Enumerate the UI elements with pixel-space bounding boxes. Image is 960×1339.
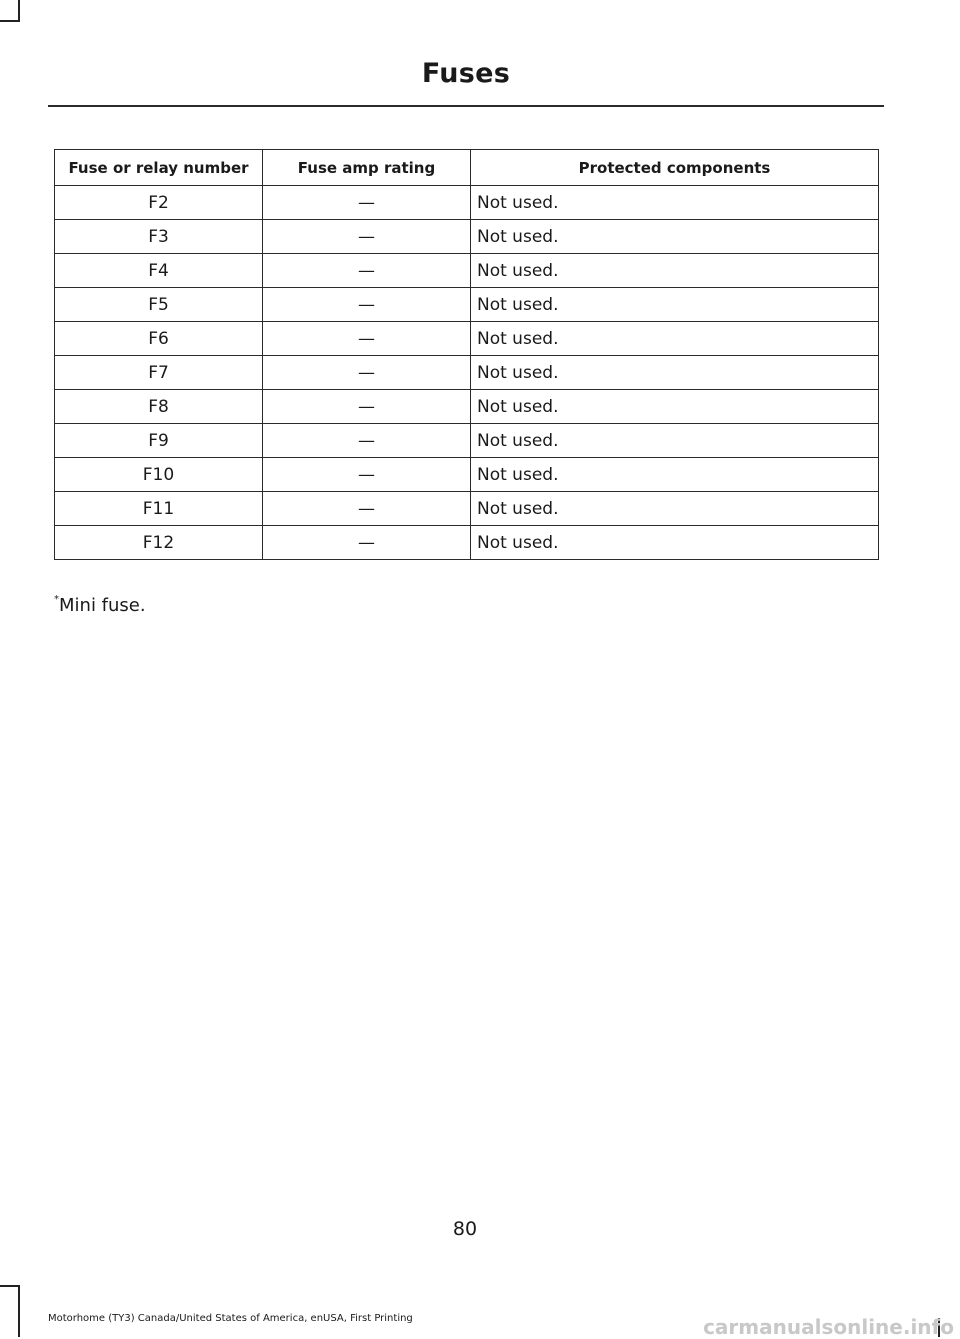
header-fuse-number: Fuse or relay number: [55, 150, 263, 186]
crop-mark-top-left-h: [0, 20, 20, 22]
crop-mark-bottom-left-h: [0, 1285, 20, 1287]
cell-protected-component: Not used.: [471, 186, 879, 220]
cell-amp-rating: —: [263, 322, 471, 356]
cell-amp-rating: —: [263, 254, 471, 288]
cell-amp-rating: —: [263, 356, 471, 390]
cell-protected-component: Not used.: [471, 492, 879, 526]
cell-amp-rating: —: [263, 288, 471, 322]
table-row: [55, 186, 879, 220]
title-divider: [48, 105, 884, 107]
cell-fuse-number: F10: [55, 458, 263, 492]
cell-amp-rating: —: [263, 458, 471, 492]
cell-protected-component: Not used.: [471, 356, 879, 390]
footnote-text: Mini fuse.: [59, 595, 146, 616]
cell-protected-component: Not used.: [471, 526, 879, 560]
cell-protected-component: Not used.: [471, 424, 879, 458]
cell-fuse-number: F9: [55, 424, 263, 458]
header-protected-components: Protected components: [471, 150, 879, 186]
cell-amp-rating: —: [263, 492, 471, 526]
table-row: [55, 390, 879, 424]
crop-mark-bottom-left-v: [18, 1285, 20, 1337]
table-row: [55, 356, 879, 390]
cell-fuse-number: F2: [55, 186, 263, 220]
cell-fuse-number: F4: [55, 254, 263, 288]
cell-protected-component: Not used.: [471, 458, 879, 492]
cell-amp-rating: —: [263, 186, 471, 220]
table-row: [55, 288, 879, 322]
table-row: [55, 322, 879, 356]
page-title: Fuses: [421, 58, 511, 89]
table-row: [55, 492, 879, 526]
cell-amp-rating: —: [263, 390, 471, 424]
page-number: 80: [452, 1218, 478, 1240]
cell-fuse-number: F6: [55, 322, 263, 356]
cell-amp-rating: —: [263, 424, 471, 458]
cell-amp-rating: —: [263, 526, 471, 560]
cell-fuse-number: F11: [55, 492, 263, 526]
cell-fuse-number: F5: [55, 288, 263, 322]
table-row: [55, 458, 879, 492]
cell-fuse-number: F7: [55, 356, 263, 390]
crop-mark-top-left-v: [18, 0, 20, 22]
footnote-marker: *: [54, 594, 59, 605]
table-row: [55, 254, 879, 288]
cell-protected-component: Not used.: [471, 322, 879, 356]
table-row: [55, 424, 879, 458]
cell-fuse-number: F12: [55, 526, 263, 560]
header-amp-rating: Fuse amp rating: [263, 150, 471, 186]
cell-fuse-number: F3: [55, 220, 263, 254]
table-header-row: [55, 150, 879, 186]
footer-publication-info: Motorhome (TY3) Canada/United States of America, enUSA, First Printing: [48, 1313, 413, 1324]
footnote: [54, 594, 146, 616]
watermark: carmanualsonline.info: [703, 1315, 954, 1339]
cell-protected-component: Not used.: [471, 220, 879, 254]
table-row: [55, 220, 879, 254]
cell-protected-component: Not used.: [471, 390, 879, 424]
cell-protected-component: Not used.: [471, 254, 879, 288]
cell-protected-component: Not used.: [471, 288, 879, 322]
fuse-table: [54, 149, 879, 560]
cell-fuse-number: F8: [55, 390, 263, 424]
cell-amp-rating: —: [263, 220, 471, 254]
table-row: [55, 526, 879, 560]
